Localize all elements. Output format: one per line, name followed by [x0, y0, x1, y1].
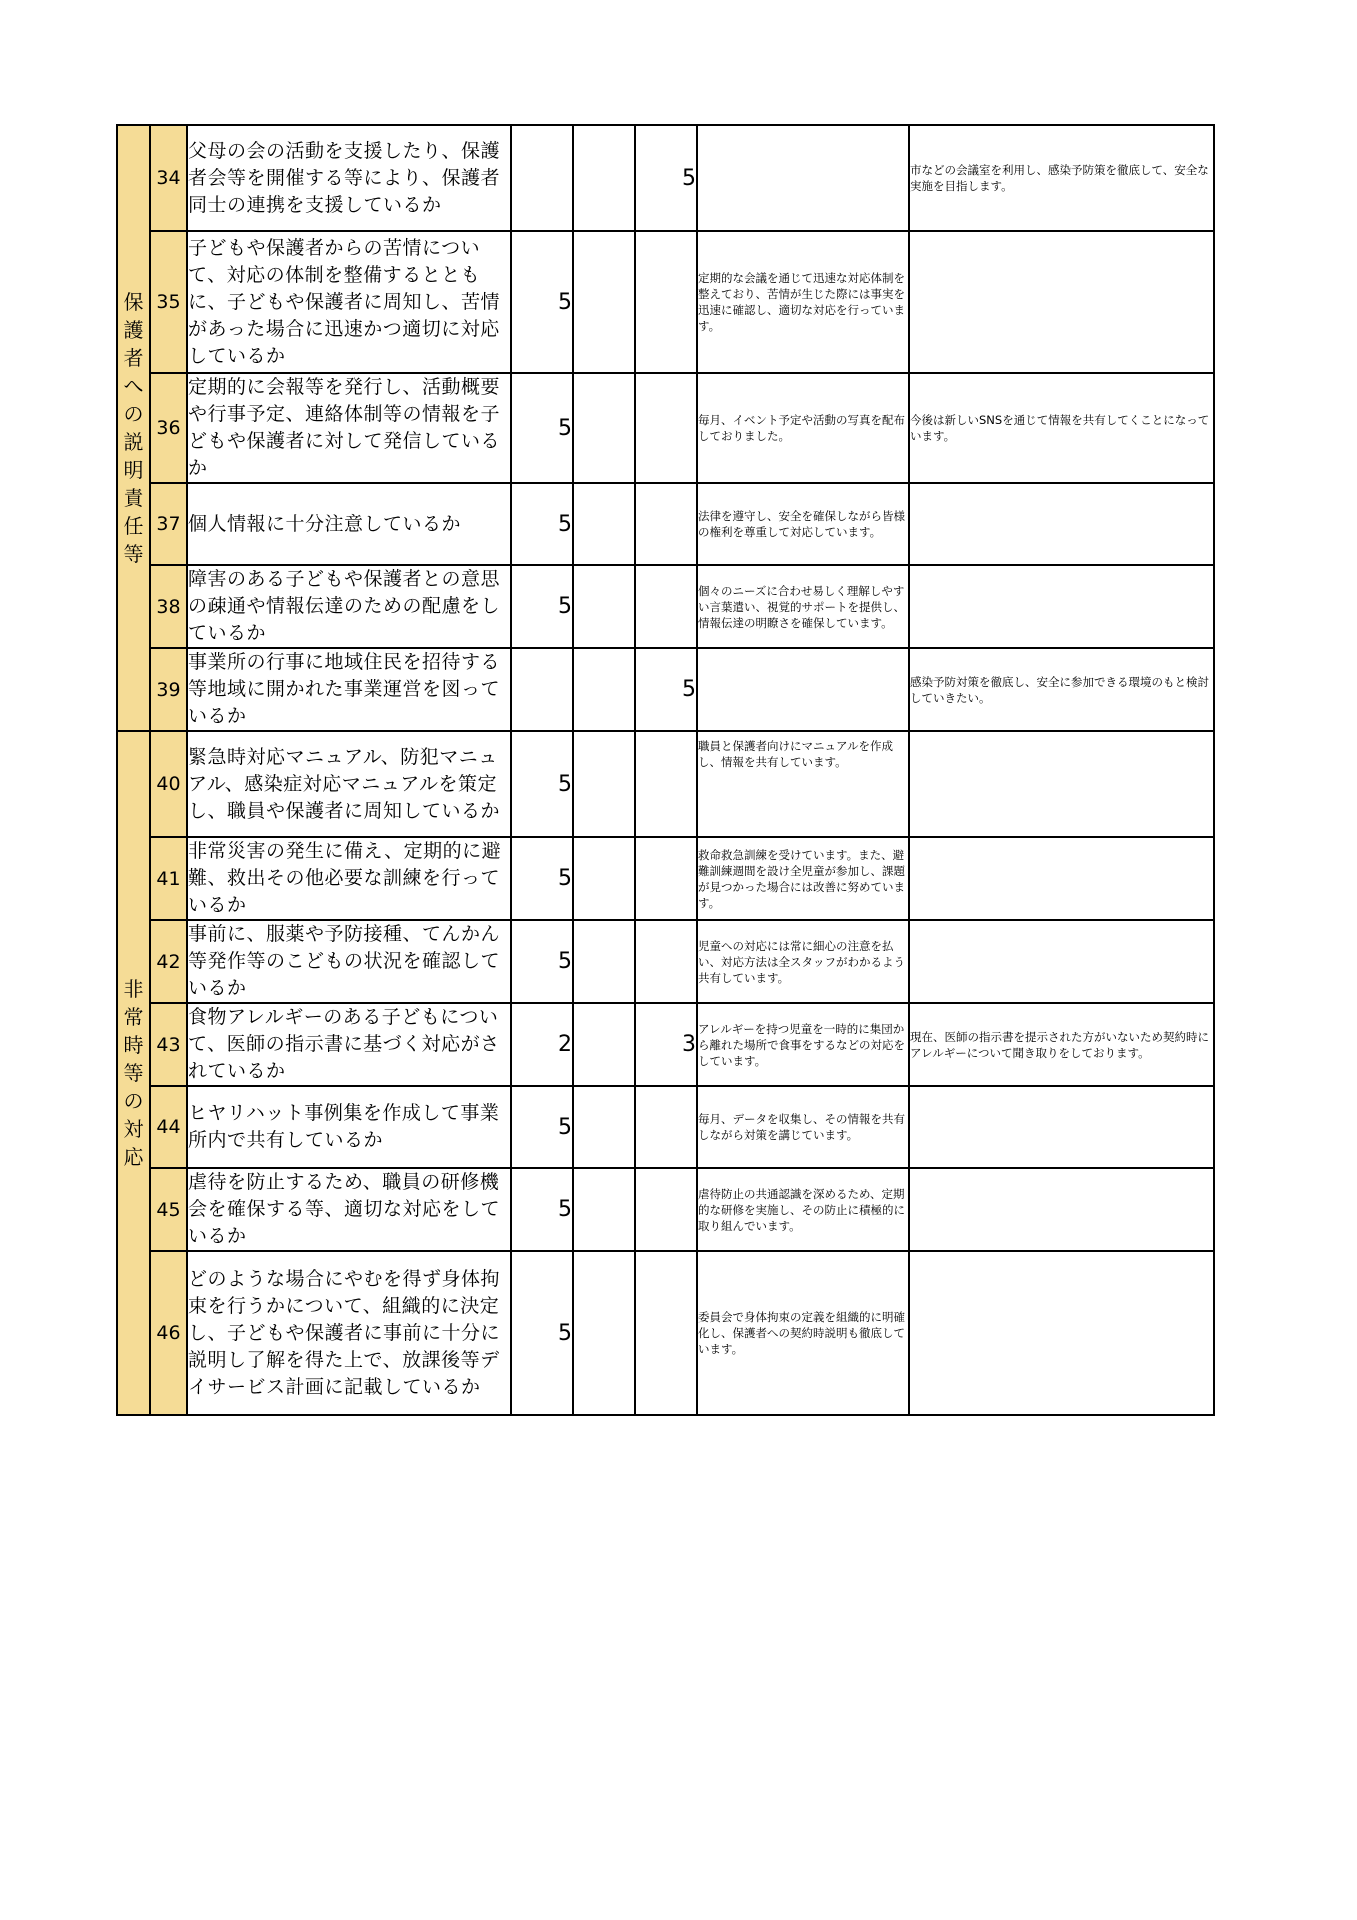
note-col1: 毎月、データを収集し、その情報を共有しながら対策を講じています。 — [697, 1086, 909, 1168]
note-col1: 定期的な会議を通じて迅速な対応体制を整えており、苦情が生じた際には事実を迅速に確認し、適切な対応を行っています。 — [697, 231, 909, 373]
count-col1: 5 — [511, 231, 573, 373]
note-col2 — [909, 565, 1214, 648]
note-col2: 今後は新しいSNSを通じて情報を共有してくことになっています。 — [909, 373, 1214, 483]
note-col1 — [697, 125, 909, 231]
table-row — [117, 837, 1214, 920]
note-col1: 救命救急訓練を受けています。また、避難訓練週間を設け全児童が参加し、課題が見つかった場合には改善に努めています。 — [697, 837, 909, 920]
table-row — [117, 731, 1214, 837]
item-number: 37 — [150, 483, 187, 565]
table-row — [117, 1251, 1214, 1415]
note-col1: 職員と保護者向けにマニュアルを作成し、情報を共有しています。 — [697, 731, 909, 837]
table-row — [117, 231, 1214, 373]
count-col1: 5 — [511, 373, 573, 483]
item-number: 34 — [150, 125, 187, 231]
count-col1: 5 — [511, 565, 573, 648]
category-label: 保護者への説明責任等 — [123, 290, 144, 566]
note-col1: 法律を遵守し、安全を確保しながら皆様の権利を尊重して対応しています。 — [697, 483, 909, 565]
item-number: 40 — [150, 731, 187, 837]
category-label: 非常時等の対応 — [123, 977, 144, 1169]
count-col1 — [511, 125, 573, 231]
note-col2: 感染予防対策を徹底し、安全に参加できる環境のもと検討していきたい。 — [909, 648, 1214, 731]
count-col2 — [573, 231, 635, 373]
count-col1: 5 — [511, 731, 573, 837]
count-col2 — [573, 837, 635, 920]
count-col1: 5 — [511, 1168, 573, 1251]
count-col2 — [573, 648, 635, 731]
count-col2 — [573, 373, 635, 483]
count-col3: 5 — [635, 648, 697, 731]
item-number: 46 — [150, 1251, 187, 1415]
count-col3 — [635, 731, 697, 837]
note-col1: 虐待防止の共通認識を深めるため、定期的な研修を実施し、その防止に積極的に取り組んでいます。 — [697, 1168, 909, 1251]
question-text: 子どもや保護者からの苦情について、対応の体制を整備するとともに、子どもや保護者に周知し、苦情があった場合に迅速かつ適切に対応しているか — [187, 231, 511, 373]
count-col1: 5 — [511, 837, 573, 920]
note-col2: 市などの会議室を利用し、感染予防策を徹底して、安全な実施を目指します。 — [909, 125, 1214, 231]
count-col3 — [635, 920, 697, 1003]
note-col2 — [909, 1251, 1214, 1415]
count-col2 — [573, 1251, 635, 1415]
count-col2 — [573, 1086, 635, 1168]
table-row — [117, 483, 1214, 565]
note-col2 — [909, 1168, 1214, 1251]
count-col3 — [635, 373, 697, 483]
category-cell — [117, 731, 150, 1415]
item-number: 39 — [150, 648, 187, 731]
table-row — [117, 1003, 1214, 1086]
question-text: 虐待を防止するため、職員の研修機会を確保する等、適切な対応をしているか — [187, 1168, 511, 1251]
count-col3: 5 — [635, 125, 697, 231]
question-text: 父母の会の活動を支援したり、保護者会等を開催する等により、保護者同士の連携を支援しているか — [187, 125, 511, 231]
count-col1: 5 — [511, 483, 573, 565]
note-col1: 個々のニーズに合わせ易しく理解しやすい言葉遣い、視覚的サポートを提供し、情報伝達の明瞭さを確保しています。 — [697, 565, 909, 648]
table-row — [117, 648, 1214, 731]
question-text: どのような場合にやむを得ず身体拘束を行うかについて、組織的に決定し、子どもや保護者に事前に十分に説明し了解を得た上で、放課後等デイサービス計画に記載しているか — [187, 1251, 511, 1415]
note-col2 — [909, 837, 1214, 920]
question-text: 非常災害の発生に備え、定期的に避難、救出その他必要な訓練を行っているか — [187, 837, 511, 920]
item-number: 38 — [150, 565, 187, 648]
count-col2 — [573, 920, 635, 1003]
item-number: 44 — [150, 1086, 187, 1168]
table-row — [117, 920, 1214, 1003]
table-row — [117, 373, 1214, 483]
count-col3 — [635, 1168, 697, 1251]
question-text: ヒヤリハット事例集を作成して事業所内で共有しているか — [187, 1086, 511, 1168]
count-col3 — [635, 837, 697, 920]
note-col1: アレルギーを持つ児童を一時的に集団から離れた場所で食事をするなどの対応をしています。 — [697, 1003, 909, 1086]
count-col3 — [635, 1251, 697, 1415]
count-col2 — [573, 125, 635, 231]
question-text: 事業所の行事に地域住民を招待する等地域に開かれた事業運営を図っているか — [187, 648, 511, 731]
item-number: 42 — [150, 920, 187, 1003]
note-col2 — [909, 731, 1214, 837]
count-col2 — [573, 565, 635, 648]
count-col3: 3 — [635, 1003, 697, 1086]
question-text: 個人情報に十分注意しているか — [187, 483, 511, 565]
note-col1: 児童への対応には常に細心の注意を払い、対応方法は全スタッフがわかるよう共有しています。 — [697, 920, 909, 1003]
table-row — [117, 1168, 1214, 1251]
count-col1: 5 — [511, 1251, 573, 1415]
note-col2: 現在、医師の指示書を提示された方がいないため契約時にアレルギーについて聞き取りをしております。 — [909, 1003, 1214, 1086]
count-col1 — [511, 648, 573, 731]
note-col2 — [909, 231, 1214, 373]
note-col1 — [697, 648, 909, 731]
count-col3 — [635, 1086, 697, 1168]
question-text: 事前に、服薬や予防接種、てんかん等発作等のこどもの状況を確認しているか — [187, 920, 511, 1003]
count-col2 — [573, 483, 635, 565]
count-col2 — [573, 731, 635, 837]
evaluation-table — [116, 124, 1215, 1416]
item-number: 43 — [150, 1003, 187, 1086]
item-number: 36 — [150, 373, 187, 483]
question-text: 障害のある子どもや保護者との意思の疎通や情報伝達のための配慮をしているか — [187, 565, 511, 648]
count-col1: 2 — [511, 1003, 573, 1086]
count-col2 — [573, 1168, 635, 1251]
note-col2 — [909, 920, 1214, 1003]
note-col2 — [909, 483, 1214, 565]
note-col1: 毎月、イベント予定や活動の写真を配布しておりました。 — [697, 373, 909, 483]
table-row — [117, 565, 1214, 648]
item-number: 41 — [150, 837, 187, 920]
count-col3 — [635, 565, 697, 648]
item-number: 35 — [150, 231, 187, 373]
note-col1: 委員会で身体拘束の定義を組織的に明確化し、保護者への契約時説明も徹底しています。 — [697, 1251, 909, 1415]
question-text: 緊急時対応マニュアル、防犯マニュアル、感染症対応マニュアルを策定し、職員や保護者に周知しているか — [187, 731, 511, 837]
table-row — [117, 1086, 1214, 1168]
category-cell — [117, 125, 150, 731]
question-text: 食物アレルギーのある子どもについて、医師の指示書に基づく対応がされているか — [187, 1003, 511, 1086]
item-number: 45 — [150, 1168, 187, 1251]
count-col3 — [635, 483, 697, 565]
table-row — [117, 125, 1214, 231]
count-col2 — [573, 1003, 635, 1086]
count-col3 — [635, 231, 697, 373]
count-col1: 5 — [511, 1086, 573, 1168]
note-col2 — [909, 1086, 1214, 1168]
count-col1: 5 — [511, 920, 573, 1003]
question-text: 定期的に会報等を発行し、活動概要や行事予定、連絡体制等の情報を子どもや保護者に対して発信しているか — [187, 373, 511, 483]
